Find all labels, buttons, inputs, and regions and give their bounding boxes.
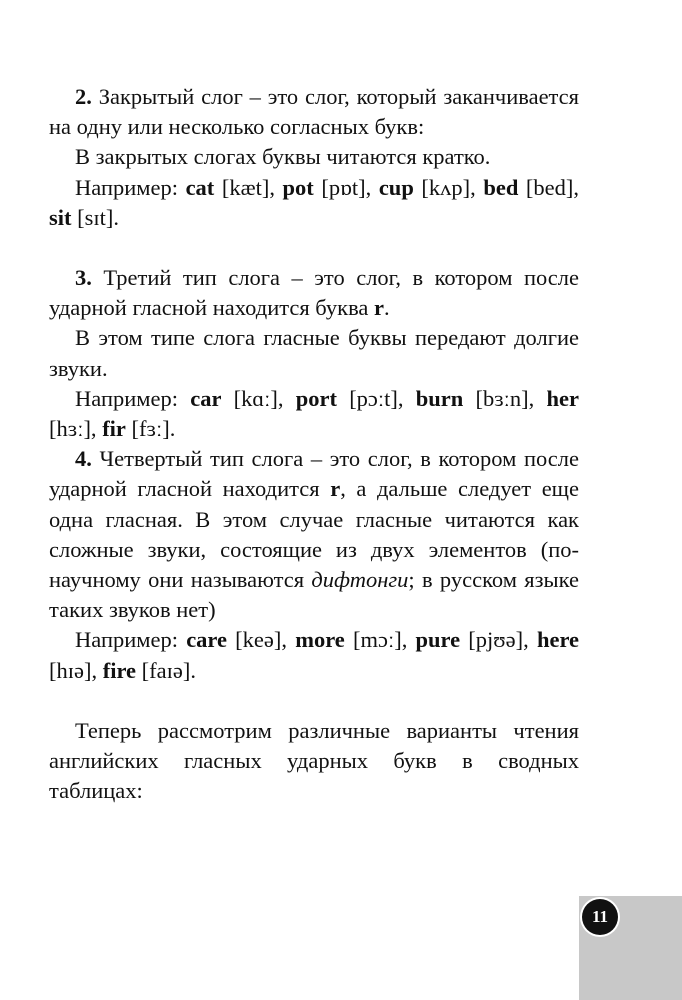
page-body [49,82,579,806]
example-intro: Например: [75,174,186,200]
example-word: bed [483,174,519,200]
paragraph-gap [49,233,579,263]
example-intro: Например: [75,385,191,411]
example-word: pot [282,174,314,200]
closed-syllable-definition [49,82,579,142]
example-word: burn [415,385,464,411]
example-transcription: [hɪə], [49,657,103,683]
third-syllable-rule: В этом типе слога гласные буквы передают долгие звуки. [49,325,579,381]
definition-end: . [384,295,390,321]
example-transcription: [fɜː]. [125,416,176,442]
page-number-badge [580,897,620,937]
definition-text: ; в русском языке таких звуков нет) [49,567,579,623]
example-word: cat [185,174,215,200]
example-word: car [190,385,222,411]
example-transcription: [keə], [227,627,296,653]
example-word: cup [378,174,414,200]
example-transcription: [bed], [518,174,579,200]
definition-text: Третий тип слога – это слог, в котором после ударной гласной находится буква [49,265,579,321]
example-transcription: [faɪə]. [136,657,196,683]
fourth-syllable-definition [49,444,579,625]
example-word: her [546,385,579,411]
paragraph-gap [49,686,579,716]
definition-text: , а дальше следует еще одна гласная. В этом случае гласные читаются как сложные звуки, состоящие из двух элементов (по-научному они называются [49,476,579,593]
example-transcription: [kʌp], [413,174,484,200]
third-syllable-examples [49,384,579,444]
example-transcription: [pjʊə], [460,627,537,653]
section-number: 4. [75,446,92,472]
example-transcription: [bɜːn], [463,385,547,411]
example-intro: Например: [75,627,187,653]
example-transcription: [kɑː], [221,385,296,411]
closed-syllable-examples [49,173,579,233]
example-transcription: [mɔː], [344,627,416,653]
section-number: 2. [75,84,92,109]
example-transcription: [pɒt], [313,174,379,200]
example-word: pure [415,627,461,653]
page-number: 11 [582,899,618,935]
example-word: fir [102,416,126,442]
third-syllable-definition [49,263,579,323]
closed-syllable-rule: В закрытых слогах буквы читаются кратко. [75,144,491,170]
letter-r: r [330,476,341,502]
fourth-syllable-examples [49,625,579,685]
diphthong-term: дифтонги [311,567,409,593]
example-word: port [295,385,337,411]
closing-paragraph: Теперь рассмотрим различные варианты чтения английских гласных ударных букв в сводных таблицах: [49,717,579,804]
letter-r: r [374,295,385,321]
example-word: fire [102,657,137,683]
example-transcription: [kæt], [214,174,283,200]
example-transcription: [pɔːt], [336,385,416,411]
definition-text: Закрытый слог – это слог, который заканчивается на одну или несколько согласных букв: [49,84,579,140]
definition-text: Четвертый тип слога – это слог, в котором после ударной гласной находится [49,446,579,502]
example-word: sit [49,204,72,230]
example-word: here [536,627,580,653]
section-number: 3. [75,265,92,291]
example-word: care [186,627,227,653]
example-word: more [295,627,345,653]
example-transcription: [hɜː], [49,416,103,442]
example-transcription: [sɪt]. [71,204,119,230]
